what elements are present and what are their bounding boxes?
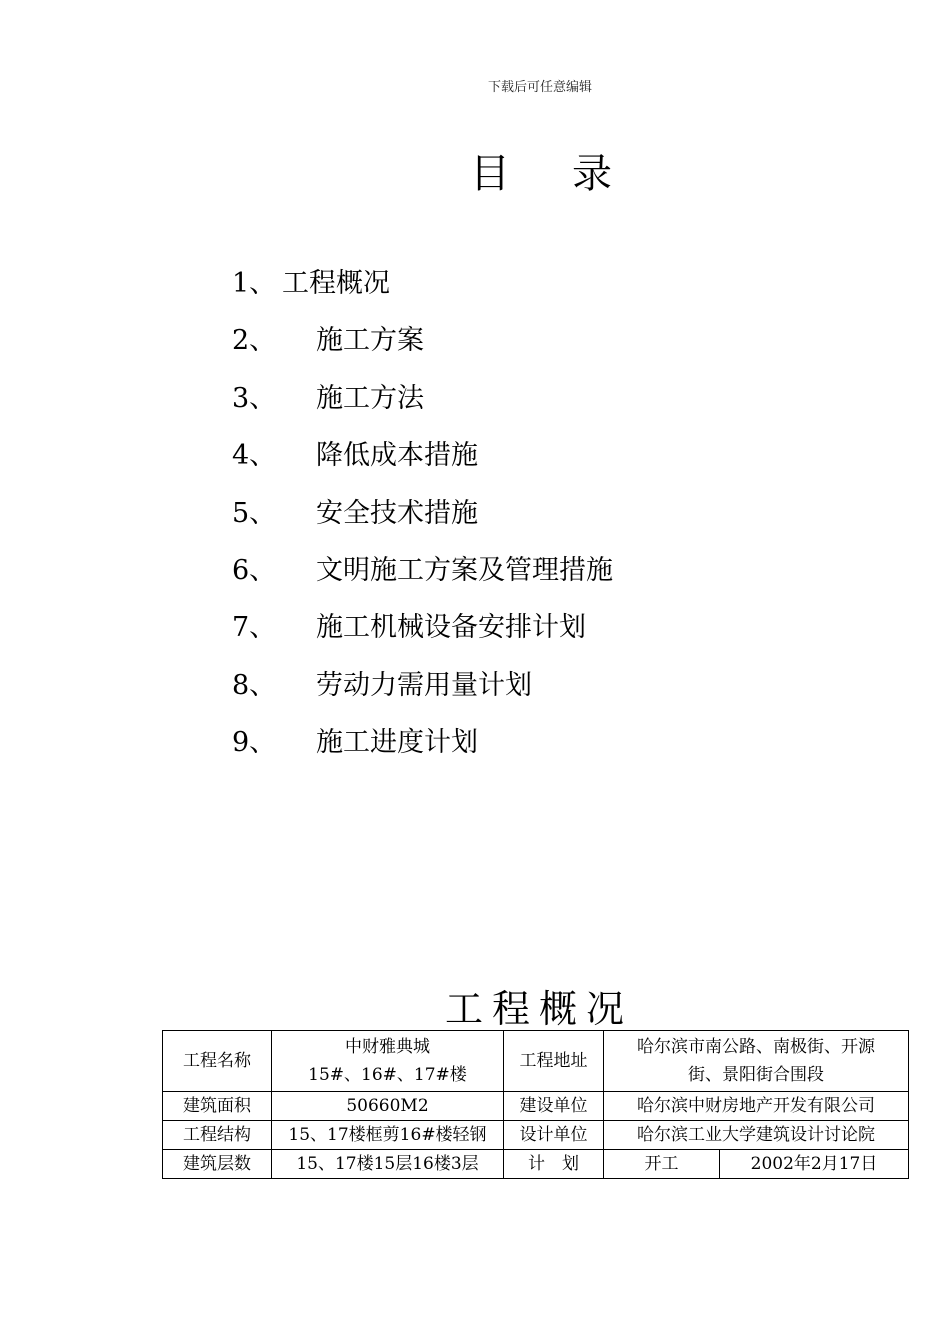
toc-item-number: 8、 xyxy=(232,669,277,701)
toc-item xyxy=(232,492,613,549)
toc-item-label: 降低成本措施 xyxy=(316,440,478,472)
table-row xyxy=(163,1150,909,1179)
toc-item xyxy=(232,606,613,663)
table-value-cell: 开工 xyxy=(604,1150,720,1179)
toc-item-label: 文明施工方案及管理措施 xyxy=(316,554,613,586)
toc-item xyxy=(232,319,613,376)
toc-item xyxy=(232,377,613,434)
toc-item-label: 施工进度计划 xyxy=(316,727,478,759)
table-value-cell: 50660M2 xyxy=(272,1092,504,1121)
toc-item xyxy=(232,262,613,319)
table-value-cell: 2002年2月17日 xyxy=(720,1150,909,1179)
cell-line: 哈尔滨市南公路、南极街、开源 xyxy=(637,1037,875,1057)
table-value-cell: 15、17楼框剪16#楼轻钢 xyxy=(272,1121,504,1150)
table-value-cell xyxy=(272,1031,504,1092)
toc-item-number: 9、 xyxy=(232,727,277,759)
toc-item-label: 劳动力需用量计划 xyxy=(316,669,532,701)
table-label-cell: 计 划 xyxy=(504,1150,604,1179)
toc-item xyxy=(232,434,613,491)
project-overview-table xyxy=(162,1030,909,1179)
toc-item-number: 3、 xyxy=(232,382,277,414)
toc-title-char: 录 xyxy=(572,151,612,197)
table-value-cell: 15、17楼15层16楼3层 xyxy=(272,1150,504,1179)
toc-item-number: 6、 xyxy=(232,554,277,586)
cell-line: 街、景阳街合围段 xyxy=(688,1065,824,1085)
toc-item-number: 4、 xyxy=(232,440,277,472)
toc-item-label: 施工方法 xyxy=(316,382,424,414)
table-value-cell: 哈尔滨工业大学建筑设计讨论院 xyxy=(604,1121,909,1150)
toc-item-label: 施工方案 xyxy=(316,325,424,357)
table-label-cell: 工程地址 xyxy=(504,1031,604,1092)
table-label-cell: 设计单位 xyxy=(504,1121,604,1150)
table-label-cell: 建筑面积 xyxy=(163,1092,272,1121)
toc-item-number: 1、 xyxy=(232,268,277,299)
header-note: 下载后可任意编辑 xyxy=(487,80,592,95)
toc-item xyxy=(232,721,613,778)
table-label-cell: 工程结构 xyxy=(163,1121,272,1150)
table-row xyxy=(163,1031,909,1092)
toc-title xyxy=(470,142,612,199)
cell-line: 中财雅典城 xyxy=(345,1037,430,1057)
table-row xyxy=(163,1092,909,1121)
toc-item-number: 5、 xyxy=(232,497,277,529)
table-row xyxy=(163,1121,909,1150)
toc-item xyxy=(232,549,613,606)
section-title: 工程概况 xyxy=(445,987,634,1031)
toc-item-number: 2、 xyxy=(232,325,277,357)
table-value-cell: 哈尔滨中财房地产开发有限公司 xyxy=(604,1092,909,1121)
toc-item xyxy=(232,664,613,721)
toc-item-label: 工程概况 xyxy=(282,268,390,299)
table-label-cell: 建设单位 xyxy=(504,1092,604,1121)
table-of-contents xyxy=(232,262,613,779)
toc-title-char: 目 xyxy=(470,151,510,197)
toc-item-number: 7、 xyxy=(232,612,277,644)
table-label-cell: 建筑层数 xyxy=(163,1150,272,1179)
table-label-cell: 工程名称 xyxy=(163,1031,272,1092)
toc-item-label: 安全技术措施 xyxy=(316,497,478,529)
toc-item-label: 施工机械设备安排计划 xyxy=(316,612,586,644)
table-value-cell xyxy=(604,1031,909,1092)
cell-line: 15#、16#、17#楼 xyxy=(308,1065,467,1085)
